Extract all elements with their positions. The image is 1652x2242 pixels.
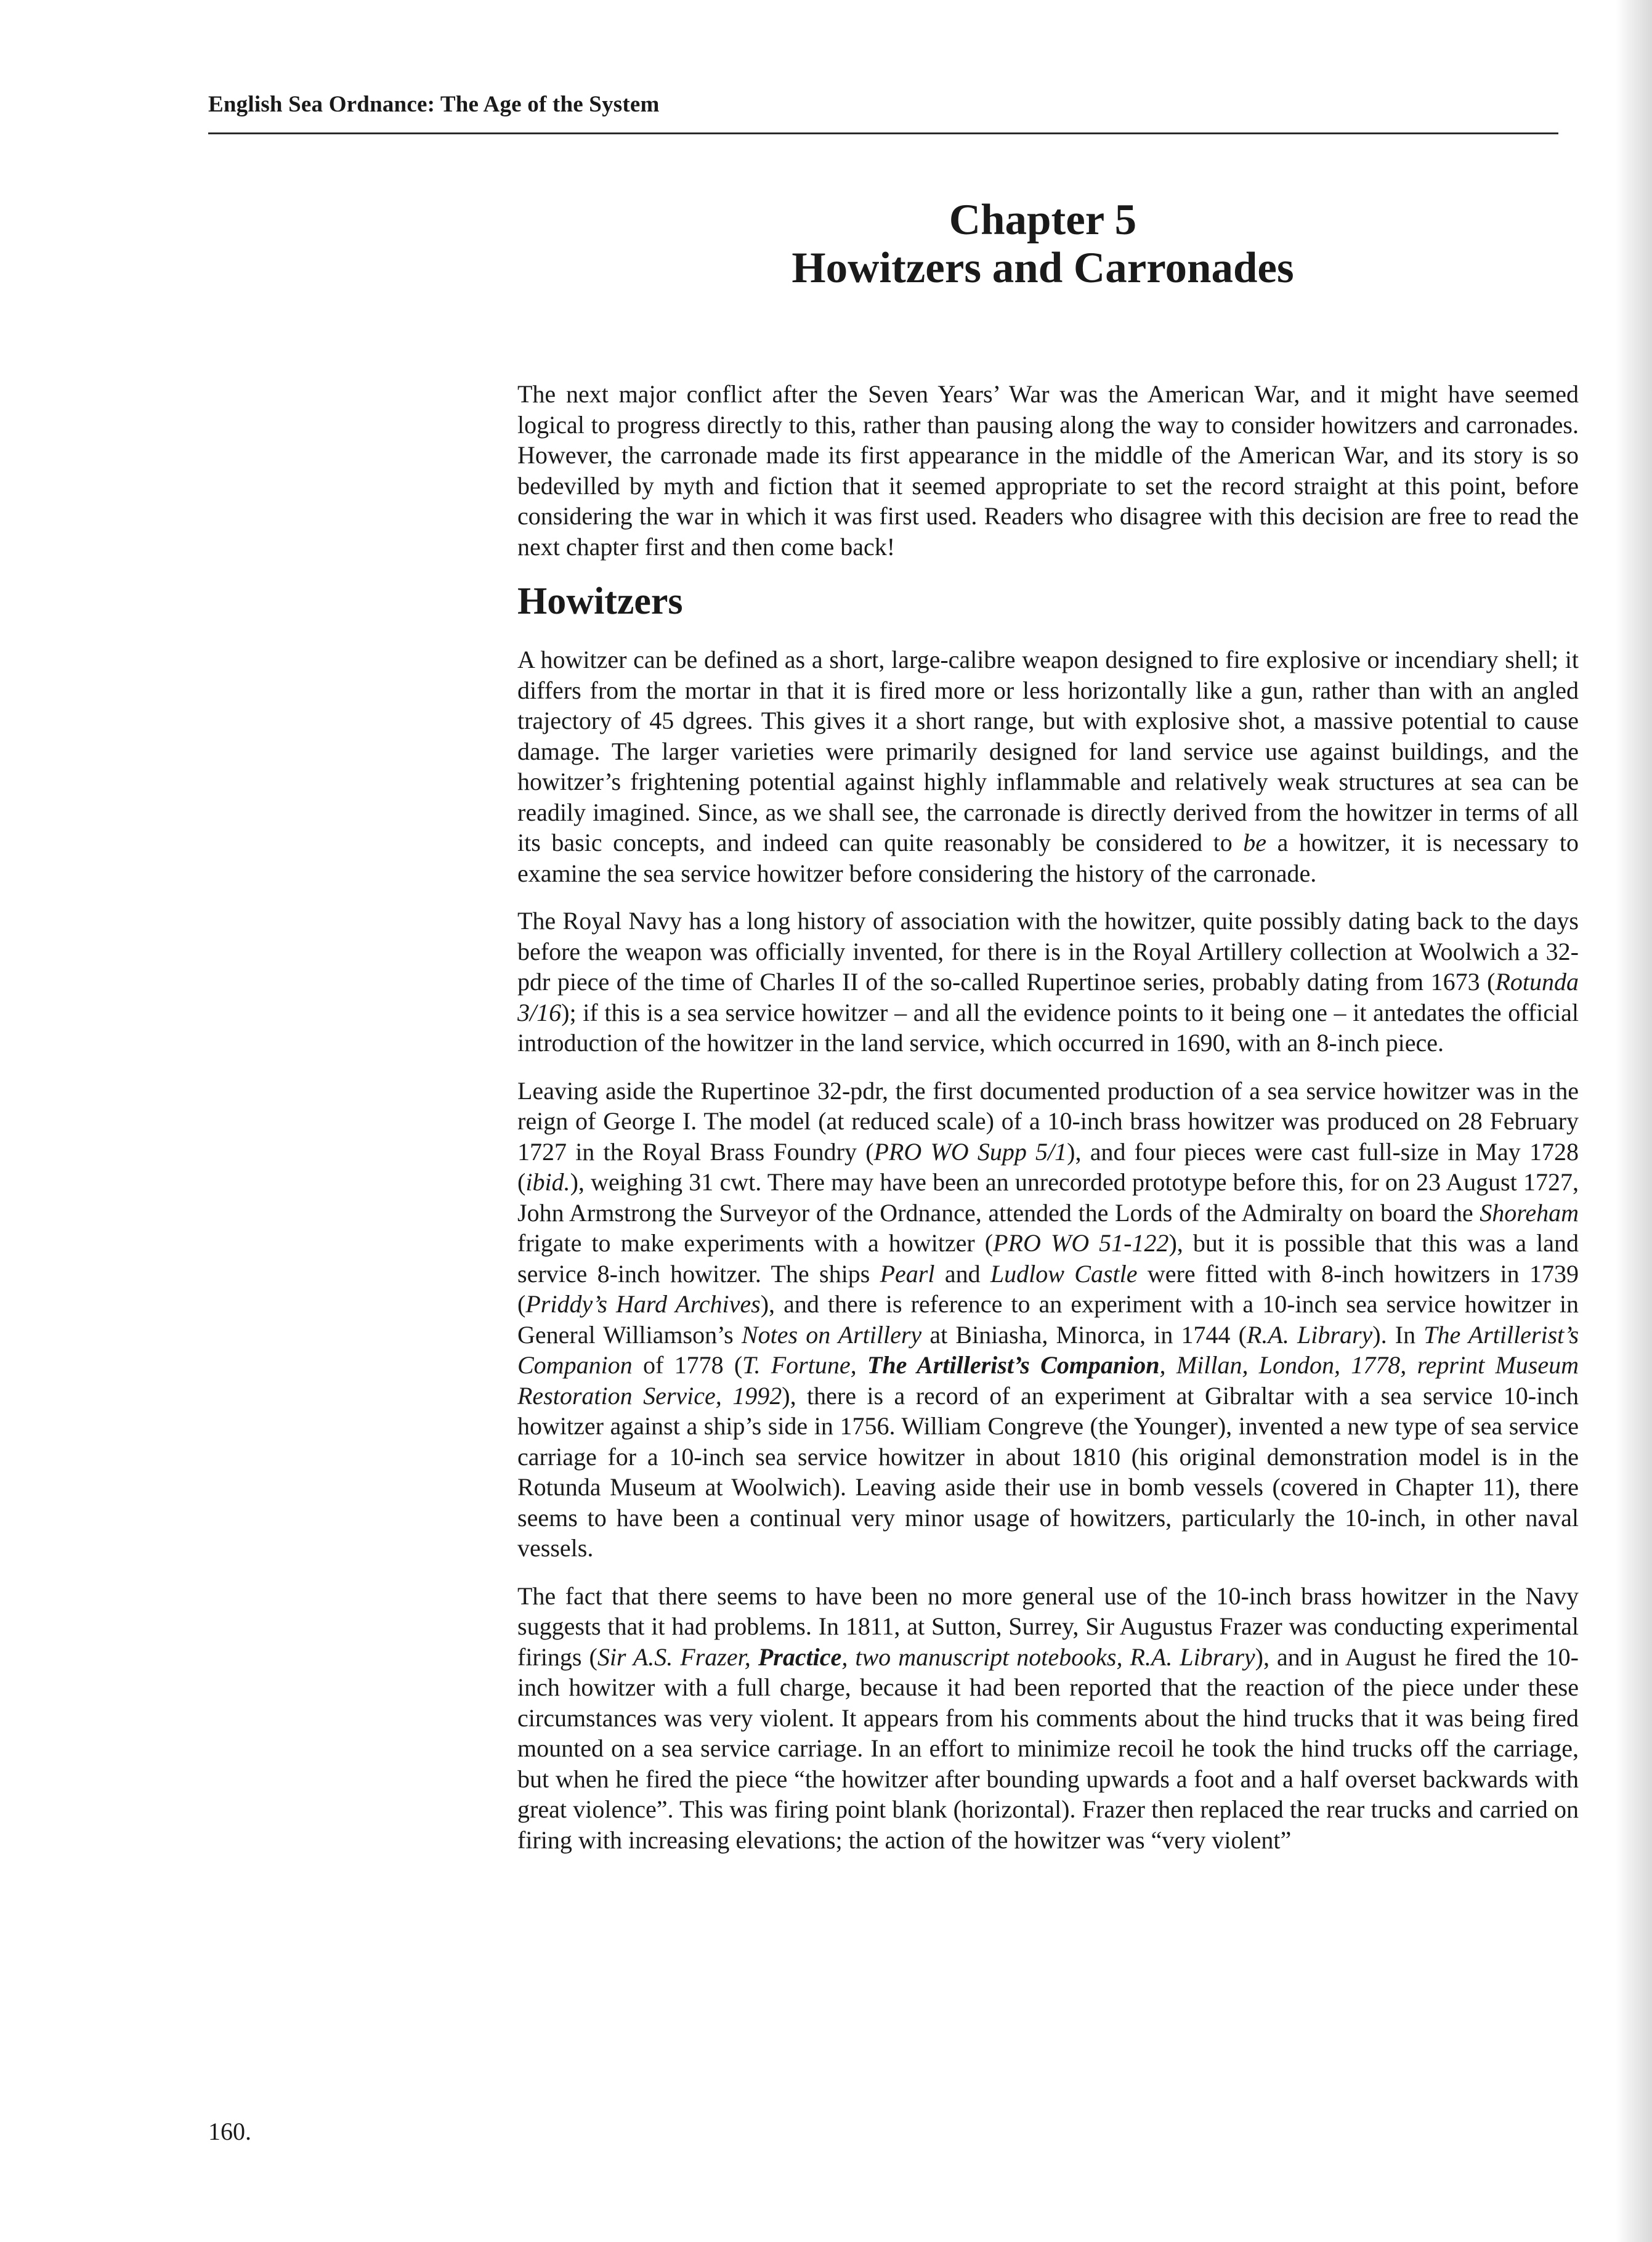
text-run: of 1778 ( — [632, 1351, 743, 1379]
paragraph-1 — [517, 644, 1579, 888]
ship-name: Pearl — [880, 1259, 935, 1288]
text-run: ), but it is possible that this was a land service 8-inch howitzer. The ships — [517, 1229, 1579, 1288]
paragraph-3 — [517, 1076, 1579, 1564]
ship-name: Ludlow Castle — [990, 1259, 1138, 1288]
citation: T. Fortune, — [742, 1351, 867, 1379]
text-run: A howitzer can be defined as a short, large-calibre weapon designed to fire explosive or incendiary shell; it differs from the mortar in that it is fired more or less horizontally like a gun, rather than with an angled trajectory of 45 dgrees. This gives it a short range, but with explosive shot, a massive potential to cause damage. The larger varieties were primarily designed for land service use against buildings, and the howitzer’s frightening potential against highly inflammable and relatively weak structures at sea can be readily imagined. Since, as we shall see, the carronade is directly derived from the howitzer in terms of all its basic concepts, and indeed can quite reasonably be considered to — [517, 646, 1579, 856]
book-title: The Artillerist’s Companion — [517, 1320, 1579, 1379]
text-run: ); if this is a sea service howitzer – and all the evidence points to it being one – it antedates the official introduction of the howitzer in the land service, which occurred in 1690, with an 8-inch piece. — [517, 998, 1579, 1057]
text-run: were fitted with 8-inch howitzers in 1739 ( — [517, 1259, 1579, 1318]
citation: R.A. Library — [1247, 1320, 1373, 1349]
citation: Sir A.S. Frazer, — [597, 1643, 758, 1671]
paragraph-2 — [517, 906, 1579, 1058]
text-run: ), weighing 31 cwt. There may have been an unrecorded prototype before this, for on 23 August 1727, John Armstrong the Surveyor of the Ordnance, attended the Lords of the Admiralty on board the — [517, 1168, 1579, 1227]
text-run: ), and there is reference to an experiment with a 10-inch sea service howitzer in General Williamson’s — [517, 1290, 1579, 1349]
emphasis: be — [1243, 829, 1267, 856]
text-run: ), and four pieces were cast full-size in May 1728 ( — [517, 1137, 1579, 1196]
citation: , Millan, London, 1778, reprint Museum Restoration Service, 1992 — [517, 1351, 1579, 1410]
running-header: English Sea Ordnance: The Age of the System — [208, 92, 660, 117]
text-run: a howitzer, it is necessary to examine the sea service howitzer before considering the history of the carronade. — [517, 829, 1579, 887]
citation: , two manuscript notebooks, R.A. Library — [841, 1643, 1255, 1671]
book-title: Notes on Artillery — [741, 1320, 922, 1349]
book-title: The Artillerist’s Companion — [867, 1351, 1160, 1379]
ship-name: Shoreham — [1480, 1198, 1579, 1227]
paragraph-4 — [517, 1581, 1579, 1856]
book-title: Practice — [758, 1643, 842, 1671]
section-heading: Howitzers — [517, 580, 683, 622]
chapter-number: Chapter 5 — [949, 196, 1137, 244]
text-run: The fact that there seems to have been no more general use of the 10-inch brass howitzer in the Navy suggests that it had problems. In 1811, at Sutton, Surrey, Sir Augustus Frazer was conducting experimental firings ( — [517, 1582, 1579, 1671]
citation: ibid. — [525, 1168, 570, 1196]
text-run: ), there is a record of an experiment at Gibraltar with a sea service 10-inch howitzer against a ship’s side in 1756. William Congreve (the Younger), invented a new type of sea service carriage for a 10-inch sea service howitzer in about 1810 (his original demonstration model is in the Rotunda Museum at Woolwich). Leaving aside their use in bomb vessels (covered in Chapter 11), there seems to have been a continual very minor usage of howitzers, particularly the 10-inch, in other naval vessels. — [517, 1381, 1579, 1562]
text-run: ), and in August he fired the 10-inch howitzer with a full charge, because it had been reported that the reaction of the piece under these circumstances was very violent. It appears from his comments about the hind trucks that it was being fired mounted on a sea service carriage. In an effort to minimize recoil he took the hind trucks off the carriage, but when he fired the piece “the howitzer after bounding upwards a foot and a half overset backwards with great violence”. This was firing point blank (horizontal). Frazer then replaced the rear trucks and carried on firing with increasing elevations; the action of the howitzer was “very violent” — [517, 1643, 1579, 1854]
text-run: frigate to make experiments with a howitzer ( — [517, 1229, 994, 1257]
main-text — [517, 379, 1579, 1872]
page-number: 160. — [208, 2118, 251, 2145]
text-run: ). In — [1372, 1320, 1424, 1349]
text-run: at Biniasha, Minorca, in 1744 ( — [921, 1320, 1247, 1349]
page-edge-shadow — [1616, 0, 1652, 2242]
citation: Rotunda 3/16 — [517, 968, 1579, 1026]
text-run: and — [934, 1259, 990, 1288]
chapter-title: Howitzers and Carronades — [792, 244, 1294, 292]
text-run: Leaving aside the Rupertinoe 32-pdr, the first documented production of a sea service howitzer was in the reign of George I. The model (at reduced scale) of a 10-inch brass howitzer was produced on 28 February 1727 in the Royal Brass Foundry ( — [517, 1076, 1579, 1166]
citation: PRO WO 51-122 — [993, 1229, 1169, 1257]
citation: PRO WO Supp 5/1 — [873, 1137, 1067, 1166]
text-run: The Royal Navy has a long history of association with the howitzer, quite possibly dating back to the days before the weapon was officially invented, for there is in the Royal Artillery collection at Woolwich a 32-pdr piece of the time of Charles II of the so-called Rupertinoe series, probably dating from 1673 ( — [517, 907, 1579, 996]
chapter-heading — [678, 196, 1408, 292]
citation: Priddy’s Hard Archives — [525, 1290, 761, 1318]
header-rule — [208, 132, 1558, 134]
intro-paragraph: The next major conflict after the Seven Years’ War was the American War, and it might have seemed logical to progress directly to this, rather than pausing along the way to consider howitzers and carronades. However, the carronade made its first appearance in the middle of the American War, and its story is so bedevilled by myth and fiction that it seemed appropriate to set the record straight at this point, before considering the war in which it was first used. Readers who disagree with this decision are free to read the next chapter first and then come back! — [517, 380, 1579, 561]
